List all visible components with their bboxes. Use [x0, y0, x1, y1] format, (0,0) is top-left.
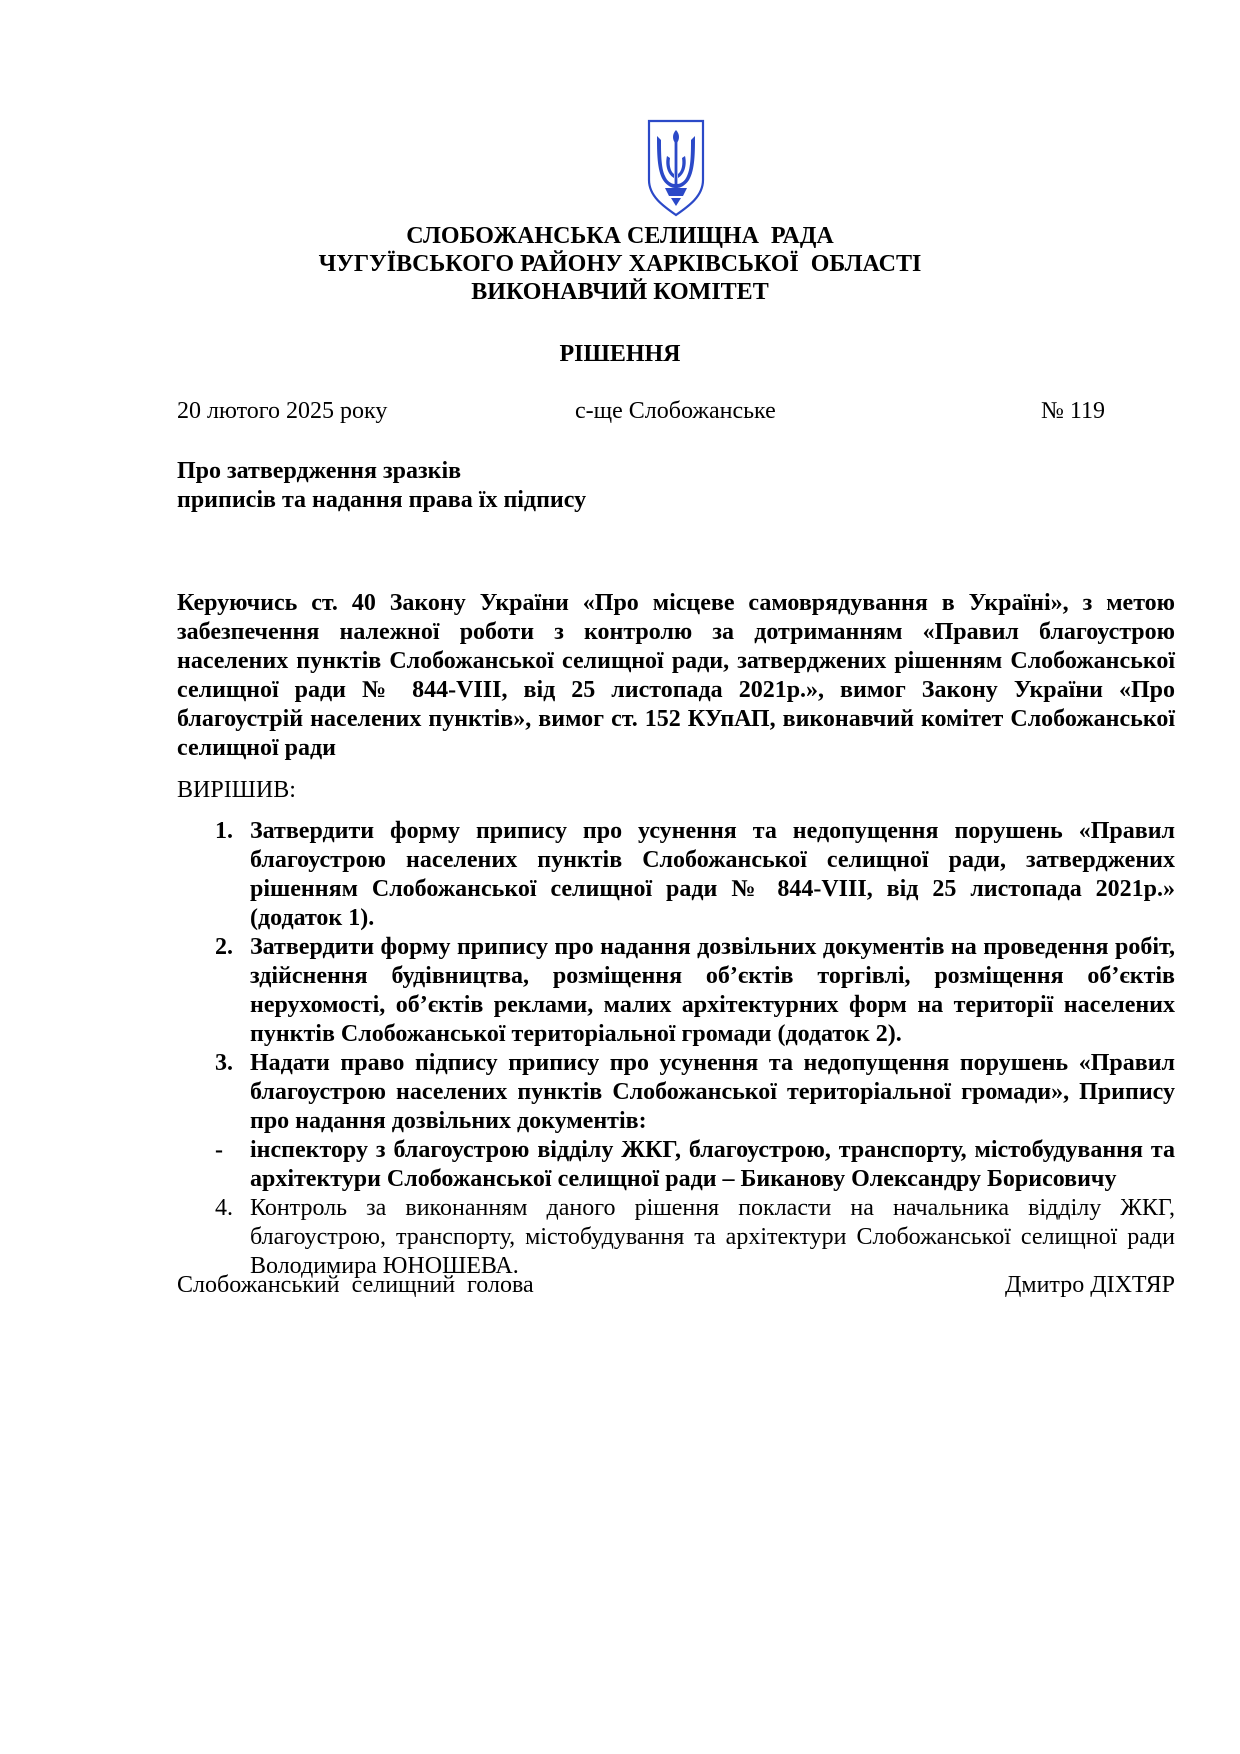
- list-item-text: інспектору з благоустрою відділу ЖКГ, благоустрою, транспорту, містобудування та архітектури Слобожанської селищної ради – Биканову Олександру Борисовичу: [250, 1137, 1175, 1192]
- signatory-name: Дмитро ДІХТЯР: [1005, 1272, 1175, 1298]
- decision-items: [177, 817, 1175, 1281]
- list-item-marker: 4.: [215, 1195, 233, 1221]
- list-item-marker: 2.: [215, 934, 233, 960]
- trident-icon: [645, 118, 707, 218]
- decision-place: с-ще Слобожанське: [575, 398, 776, 424]
- decision-body: [177, 589, 1175, 1281]
- decision-subject: [177, 457, 586, 515]
- list-item-text: Надати право підпису припису про усунення та недопущення порушень «Правил благоустрою населених пунктів Слобожанської територіальної громади», Припису про надання дозвільних документів:: [250, 1050, 1175, 1134]
- list-item-text: Затвердити форму припису про надання дозвільних документів на проведення робіт, здійснення будівництва, розміщення об’єктів торгівлі, розміщення об’єктів нерухомості, об’єктів реклами, малих архітектурних форм на території населених пунктів Слобожанської територіальної громади (додаток 2).: [250, 934, 1175, 1047]
- list-item-marker: -: [215, 1137, 223, 1163]
- header-council-name: СЛОБОЖАНСЬКА СЕЛИЩНА РАДА: [406, 223, 834, 249]
- list-item: [177, 1194, 1175, 1281]
- decision-number: № 119: [1040, 398, 1105, 424]
- signatory-role: Слобожанський селищний голова: [177, 1272, 534, 1298]
- decision-title: РІШЕННЯ: [559, 341, 681, 367]
- subject-line-1: Про затвердження зразків: [177, 458, 462, 484]
- list-item: [177, 933, 1175, 1049]
- list-item-marker: 3.: [215, 1050, 233, 1076]
- list-item: [177, 1049, 1175, 1136]
- list-item-marker: 1.: [215, 818, 233, 844]
- list-item: [177, 817, 1175, 933]
- resolved-heading: ВИРІШИВ:: [177, 777, 296, 803]
- header-committee: ВИКОНАВЧИЙ КОМІТЕТ: [471, 279, 769, 305]
- document-header: [0, 222, 1240, 306]
- signature-block: [177, 1271, 1175, 1301]
- decision-date: 20 лютого 2025 року: [177, 398, 388, 424]
- list-item: [177, 1136, 1175, 1194]
- header-district: ЧУГУЇВСЬКОГО РАЙОНУ ХАРКІВСЬКОЇ ОБЛАСТІ: [318, 251, 922, 277]
- preamble-paragraph: Керуючись ст. 40 Закону України «Про місцеве самоврядування в Україні», з метою забезпечення належної роботи з контролю за дотриманням «Правил благоустрою населених пунктів Слобожанської селищної ради, затверджених рішенням Слобожанської селищної ради № 844-VIII, від 25 листопада 2021р.», вимог Закону України «Про благоустрій населених пунктів», вимог ст. 152 КУпАП, виконавчий комітет Слобожанської селищної ради: [177, 590, 1175, 761]
- meta-row: [177, 397, 1105, 425]
- list-item-text: Затвердити форму припису про усунення та недопущення порушень «Правил благоустрою населених пунктів Слобожанської селищної ради, затверджених рішенням Слобожанської селищної ради № 844-VIII, від 25 листопада 2021р.» (додаток 1).: [250, 818, 1175, 931]
- list-item-text: Контроль за виконанням даного рішення покласти на начальника відділу ЖКГ, благоустрою, транспорту, містобудування та архітектури Слобожанської селищної ради Володимира ЮНОШЕВА.: [250, 1195, 1175, 1279]
- subject-line-2: приписів та надання права їх підпису: [177, 487, 587, 513]
